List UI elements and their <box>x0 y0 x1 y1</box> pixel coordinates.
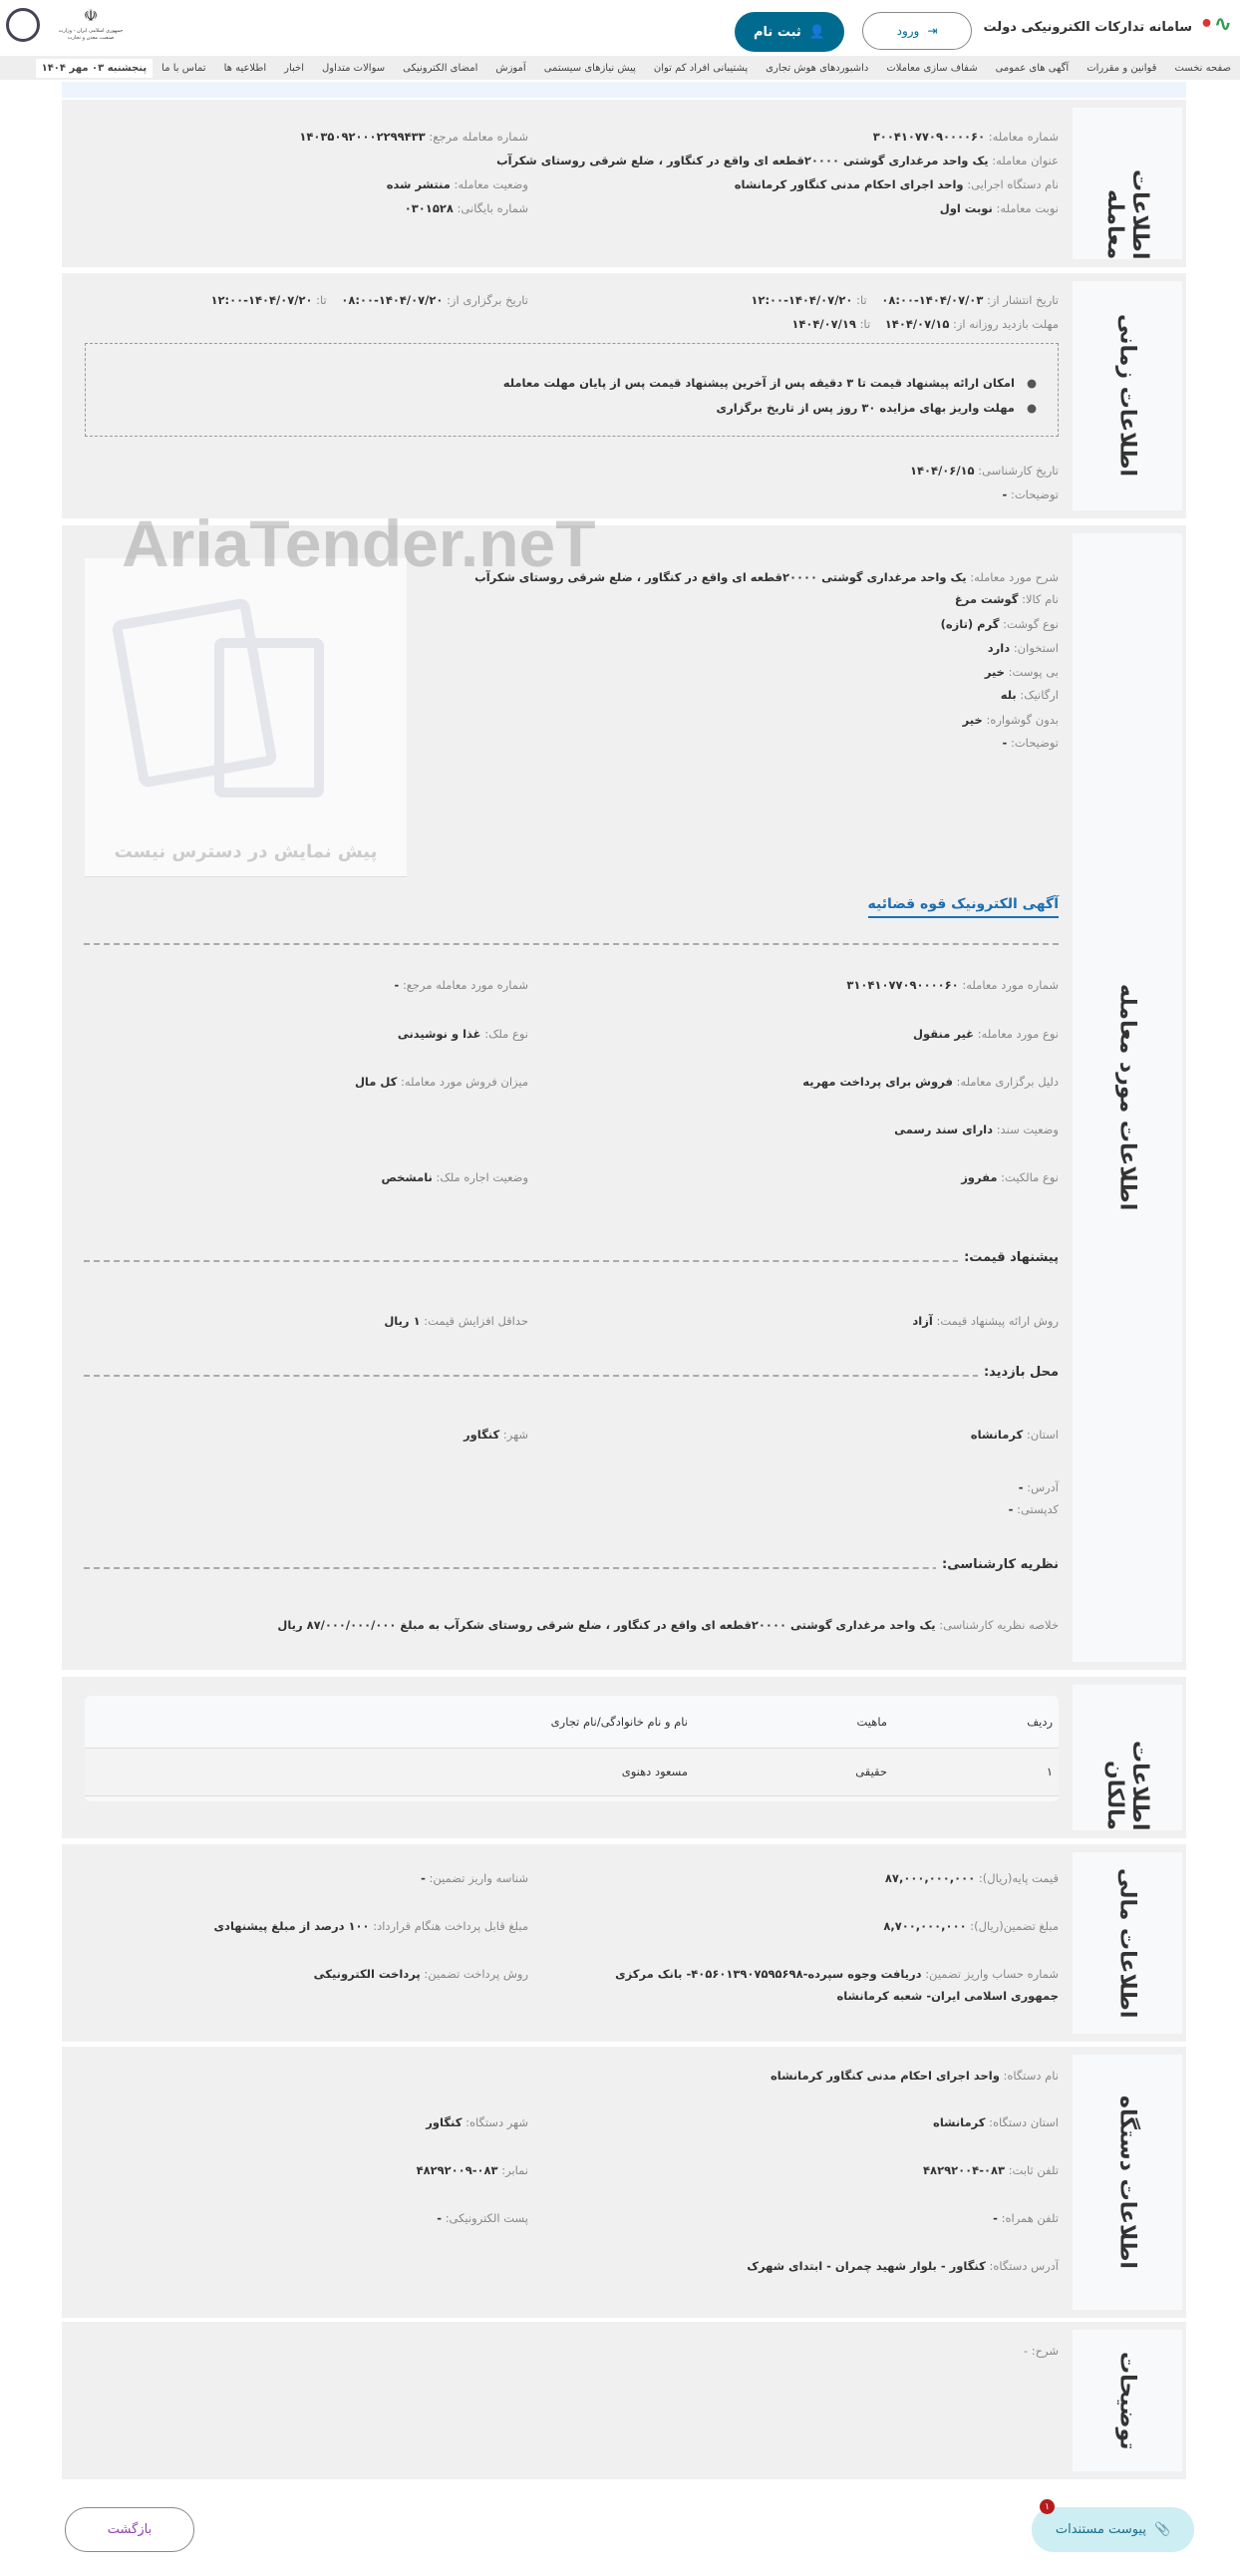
note-item: ● امکان ارائه پیشنهاد قیمت تا ۳ دقیقه پس از آخرین پیشنهاد قیمت پس از پایان مهلت معامله <box>502 376 1037 390</box>
field-label: تا: <box>316 293 327 307</box>
field-label: وضعیت سند: <box>996 1123 1059 1136</box>
field-label: شرح مورد معامله: <box>970 570 1059 584</box>
field-label: توضیحات: <box>1010 487 1059 501</box>
field-label: نوع گوشت: <box>1003 617 1059 631</box>
field-label: استان دستگاه: <box>989 2115 1059 2129</box>
nav-transparency[interactable]: شفاف سازی معاملات <box>886 62 978 74</box>
field-label: تا: <box>859 317 871 331</box>
gavel-icon <box>214 638 324 798</box>
field-label: شماره معامله مرجع: <box>429 130 528 144</box>
field-label: قیمت پایه(ریال): <box>978 1871 1059 1885</box>
field-label: بی پوست: <box>1008 665 1059 679</box>
field-value: اطلاعات مورد معامله <box>1114 984 1140 1211</box>
cell: حقیقی <box>855 1765 887 1778</box>
field-label: تاریخ انتشار از: <box>987 293 1059 307</box>
nav-news[interactable]: اخبار <box>284 62 304 74</box>
watermark: AriaTender.neT <box>122 506 596 580</box>
field-value: گوشت مرغ <box>954 592 1019 606</box>
field-base-price <box>885 1871 1059 1885</box>
field-item <box>941 617 1059 631</box>
field-account-cont <box>836 1989 1059 2003</box>
paperclip-icon: 📎 <box>1153 2522 1171 2537</box>
field-value: - <box>421 1871 426 1885</box>
field-item <box>955 592 1059 606</box>
field-value: یک واحد مرغداری گوشتی ۲۰۰۰۰قطعه ای واقع در کنگاور ، ضلع شرقی روستای شکرآب به مبلغ ۸۷/۰۰۰/۰۰۰/۰۰۰ ریال <box>277 1618 936 1632</box>
field-label: شهر دستگاه: <box>465 2115 528 2129</box>
field-label: روش ارائه پیشنهاد قیمت: <box>936 1314 1059 1328</box>
field-label: نوبت معامله: <box>996 201 1059 215</box>
field-item <box>963 713 1059 727</box>
field-value: ۱۴۰۴/۰۷/۰۳-۰۸:۰۰ <box>881 293 984 307</box>
field-value: کنگاور <box>464 1428 500 1442</box>
field-hold <box>210 293 528 307</box>
field-visit <box>791 317 1059 331</box>
field-guarantee-id <box>421 1871 528 1885</box>
section-label <box>1073 1685 1182 1830</box>
preview-image[interactable] <box>85 558 407 877</box>
nav-esignature[interactable]: امضای الکترونیکی <box>403 62 478 74</box>
field-value: ۱۴۰۴/۰۷/۱۹ <box>791 317 856 331</box>
nav-public-ads[interactable]: آگهی های عمومی <box>995 62 1070 74</box>
field-label: شناسه واریز تضمین: <box>429 1871 528 1885</box>
field-value: فروش برای پرداخت مهریه <box>802 1075 953 1089</box>
field-value: کنگاور <box>426 2115 463 2129</box>
divider <box>84 943 1059 945</box>
field-label: حداقل افزایش قیمت: <box>424 1314 528 1328</box>
field-label: ارگانیک: <box>1020 688 1059 702</box>
field-item-number <box>846 978 1059 992</box>
field-value: نوبت اول <box>939 201 993 215</box>
user-plus-icon: 👤 <box>808 24 825 40</box>
field-label: تاریخ کارشناسی: <box>978 464 1059 478</box>
field-label: تا: <box>856 293 867 307</box>
bid-heading: پیشنهاد قیمت: <box>958 1250 1059 1265</box>
site-logo[interactable]: ∿• <box>1199 12 1232 37</box>
field-value: غذا و نوشیدنی <box>397 1027 481 1041</box>
field-value: واحد اجرای احکام مدنی کنگاور کرمانشاه <box>771 2069 1000 2083</box>
field-item-ref <box>395 978 529 992</box>
divider <box>84 1375 1059 1377</box>
field-label: شرح: <box>1031 2344 1059 2358</box>
field-email <box>437 2211 528 2225</box>
field-value: آزاد <box>912 1314 933 1328</box>
field-value: کنگاور - بلوار شهید چمران - ابتدای شهرک <box>747 2259 986 2273</box>
col-type: ماهیت <box>856 1715 887 1729</box>
field-org-city <box>426 2115 528 2129</box>
field-label: نوع ملک: <box>484 1027 528 1041</box>
field-label: وضعیت معامله: <box>454 177 528 191</box>
header <box>0 0 1240 55</box>
field-value: غیر منقول <box>913 1027 975 1041</box>
attachments-button[interactable]: 📎 پیوست مستندات ۱ <box>1032 2507 1194 2552</box>
field-label: دلیل برگزاری معامله: <box>956 1075 1059 1089</box>
field-value: اطلاعات مالکان <box>1102 1740 1152 1830</box>
field-value: ۱۴۰۴/۰۷/۲۰-۱۲:۰۰ <box>751 293 853 307</box>
field-guarantee <box>883 1919 1059 1933</box>
judiciary-ad-link[interactable]: آگهی الکترونیک قوه قضائیه <box>868 896 1060 918</box>
field-label: نوع مالکیت: <box>1001 1170 1059 1184</box>
login-button[interactable]: ⇥ ورود <box>862 12 972 50</box>
field-org-name <box>771 2069 1059 2083</box>
field-value: ۰۸۳-۴۸۲۹۲۰۰۴ <box>923 2163 1006 2177</box>
field-value: یک واحد مرغداری گوشتی ۲۰۰۰۰قطعه ای واقع در کنگاور ، ضلع شرقی روستای شکرآب <box>496 154 989 167</box>
field-property-type <box>398 1027 528 1041</box>
section-label <box>1073 281 1182 510</box>
field-value: اطلاعات مالی <box>1114 1867 1140 2019</box>
field-label: مبلغ قابل پرداخت هنگام قرارداد: <box>373 1919 528 1933</box>
field-value: ۱۴۰۴/۰۷/۲۰-۰۸:۰۰ <box>341 293 444 307</box>
table-header <box>85 1696 1059 1749</box>
field-value: مفروز <box>961 1170 998 1184</box>
section-label <box>1073 533 1182 1662</box>
field-label: تلفن همراه: <box>1001 2211 1059 2225</box>
nav-prerequisites[interactable]: پیش نیازهای سیستمی <box>543 62 636 74</box>
field-label: نام دستگاه: <box>1003 2069 1059 2083</box>
field-item <box>474 570 1059 584</box>
field-org <box>735 177 1059 191</box>
nav-dashboards[interactable]: داشبوردهای هوش تجاری <box>766 62 869 74</box>
field-value: کل مال <box>354 1075 398 1089</box>
field-value: اطلاعات دستگاه <box>1114 2095 1140 2269</box>
field-sale-amount <box>355 1075 528 1089</box>
section-org <box>62 2047 1186 2318</box>
field-value: خیر <box>962 713 983 727</box>
field-value: ۱۴۰۴/۰۷/۱۵ <box>884 317 950 331</box>
field-desc <box>1003 487 1059 501</box>
field-label: شماره مورد معامله مرجع: <box>402 978 528 992</box>
field-label: توضیحات: <box>1010 736 1059 750</box>
field-subject <box>496 154 1059 167</box>
field-value: ۱۴۰۴/۰۷/۲۰-۱۲:۰۰ <box>210 293 313 307</box>
field-item <box>985 665 1059 679</box>
field-value: توضیحات <box>1114 2351 1140 2450</box>
field-value: ۱۰۰ درصد از مبلغ پیشنهادی <box>213 1919 370 1933</box>
current-date: پنجشنبه ۰۳ مهر ۱۴۰۴ <box>36 59 154 78</box>
field-value: بله <box>1000 688 1017 702</box>
field-value: - <box>1002 736 1008 750</box>
table-row <box>85 1749 1059 1796</box>
section-owners <box>62 1677 1186 1838</box>
field-label: بدون گوشواره: <box>986 713 1059 727</box>
field-label: شماره مورد معامله: <box>962 978 1059 992</box>
field-label: عنوان معامله: <box>992 154 1059 167</box>
field-value: ۸۷,۰۰۰,۰۰۰,۰۰۰ <box>884 1871 976 1885</box>
owners-table <box>85 1696 1059 1801</box>
field-item <box>988 641 1059 655</box>
field-item-type <box>913 1027 1059 1041</box>
field-label: آدرس: <box>1027 1480 1059 1494</box>
field-label: میزان فروش مورد معامله: <box>400 1075 528 1089</box>
section-time-info <box>62 273 1186 518</box>
field-value: - <box>993 2211 998 2225</box>
field-label: شماره معامله: <box>988 130 1059 144</box>
field-fax <box>417 2163 528 2177</box>
field-label: نوع مورد معامله: <box>977 1027 1059 1041</box>
field-value: ۰۸۳-۴۸۲۹۲۰۰۹ <box>416 2163 498 2177</box>
field-lease <box>381 1170 528 1184</box>
field-min-increase <box>384 1314 528 1328</box>
field-label: پست الکترونیکی: <box>445 2211 528 2225</box>
field-status <box>387 177 528 191</box>
field-city <box>464 1428 528 1442</box>
field-description <box>1024 2344 1059 2358</box>
field-postcode <box>1009 1502 1059 1516</box>
nav-accessibility[interactable]: پشتیبانی افراد کم توان <box>653 62 749 74</box>
section-deal-info <box>62 100 1186 267</box>
field-label: مبلغ تضمین(ریال): <box>970 1919 1059 1933</box>
top-strip <box>62 82 1186 98</box>
field-label: استان: <box>1026 1428 1059 1442</box>
field-label: روش پرداخت تضمین: <box>424 1967 528 1981</box>
visit-heading: محل بازدید: <box>978 1365 1059 1380</box>
note-item: ● مهلت واریز بهای مزایده ۳۰ روز پس از تاریخ برگزاری <box>716 401 1037 415</box>
field-label: شماره حساب واریز تضمین: <box>925 1967 1059 1981</box>
nav-home[interactable]: صفحه نخست <box>1174 62 1231 74</box>
site-title[interactable]: سامانه تدارکات الکترونیکی دولت <box>983 20 1192 35</box>
field-value: منتشر شده <box>386 177 451 191</box>
nav-training[interactable]: آموزش <box>495 62 526 74</box>
field-guarantee-method <box>314 1967 528 1981</box>
field-value: پرداخت الکترونیکی <box>313 1967 421 1981</box>
field-label: تاریخ برگزاری از: <box>447 293 528 307</box>
field-org-province <box>933 2115 1059 2129</box>
field-ownership <box>961 1170 1059 1184</box>
field-item <box>1003 736 1059 750</box>
field-label: شماره بایگانی: <box>457 201 528 215</box>
col-name: نام و نام خانوادگی/نام تجاری <box>550 1715 688 1729</box>
notes-box <box>85 343 1059 437</box>
field-item <box>1001 688 1059 702</box>
field-value: واحد اجرای احکام مدنی کنگاور کرمانشاه <box>734 177 964 191</box>
field-deal-number <box>873 130 1059 144</box>
col-row: ردیف <box>1027 1715 1053 1729</box>
field-value: مهلت واریز بهای مزایده ۳۰ روز پس از تاریخ برگزاری <box>716 401 1015 415</box>
field-value: ۱۴۰۳۵۰۹۲۰۰۰۲۲۹۹۴۳۳ <box>299 130 426 144</box>
ministry-logo-text: جمهوری اسلامی ایران - وزارت صنعت، معدن و تجارت <box>58 28 124 41</box>
field-value: - <box>1002 487 1008 501</box>
section-label <box>1073 2055 1182 2310</box>
divider <box>84 1260 1059 1262</box>
cell: ۱ <box>1046 1765 1053 1778</box>
field-value: ۳۱۰۴۱۰۷۷۰۹۰۰۰۰۶۰ <box>846 978 959 992</box>
field-label: آدرس دستگاه: <box>989 2259 1059 2273</box>
field-value: - <box>437 2211 443 2225</box>
field-label: نام دستگاه اجرایی: <box>967 177 1059 191</box>
field-label: وضعیت اجاره ملک: <box>436 1170 528 1184</box>
field-ref-number <box>299 130 528 144</box>
field-publish <box>751 293 1059 307</box>
register-button[interactable]: 👤 ثبت نام <box>735 12 844 52</box>
field-label: تلفن ثابت: <box>1008 2163 1059 2177</box>
field-value: ۱ ریال <box>384 1314 421 1328</box>
field-address <box>1019 1480 1059 1494</box>
field-bid-method <box>912 1314 1059 1328</box>
main-nav <box>0 56 1240 80</box>
section-description <box>62 2322 1186 2479</box>
field-reason <box>802 1075 1059 1089</box>
preview-unavailable-text: پیش نمایش در دسترس نیست <box>114 841 378 862</box>
field-value: دریافت وجوه سپرده-۴۰۵۶۰۱۳۹۰۷۵۹۵۶۹۸- بانک مرکزی <box>615 1967 922 1981</box>
field-value: کرمانشاه <box>933 2115 986 2129</box>
ministry-logo: ☫ جمهوری اسلامی ایران - وزارت صنعت، معدن و تجارت <box>56 6 126 52</box>
back-button[interactable]: بازگشت <box>65 2507 194 2552</box>
field-label: نمابر: <box>501 2163 528 2177</box>
cell: مسعود دهنوی <box>621 1765 688 1778</box>
field-value: ۸,۷۰۰,۰۰۰,۰۰۰ <box>883 1919 967 1933</box>
field-value: ۱۴۰۴/۰۶/۱۵ <box>910 464 975 478</box>
field-archive <box>405 201 528 215</box>
divider <box>84 1567 1059 1569</box>
field-value: امکان ارائه پیشنهاد قیمت تا ۳ دقیقه پس از آخرین پیشنهاد قیمت پس از پایان مهلت معامله <box>502 376 1015 390</box>
field-value: یک واحد مرغداری گوشتی ۲۰۰۰۰قطعه ای واقع در کنگاور ، ضلع شرقی روستای شکرآب <box>474 570 967 584</box>
field-label: مهلت بازدید روزانه از: <box>953 317 1059 331</box>
partner-logo <box>6 8 40 42</box>
field-value: اطلاعات زمانی <box>1114 314 1140 478</box>
field-label: شهر: <box>502 1428 528 1442</box>
opinion-heading: نظریه کارشناسی: <box>936 1557 1059 1572</box>
field-phone <box>923 2163 1059 2177</box>
field-deed <box>894 1123 1059 1136</box>
nav-contact[interactable]: تماس با ما <box>161 62 206 74</box>
attachment-count-badge: ۱ <box>1040 2499 1055 2514</box>
field-label: کدپستی: <box>1017 1502 1059 1516</box>
section-label <box>1073 2330 1182 2471</box>
field-mobile <box>993 2211 1059 2225</box>
field-value: - <box>1018 1480 1024 1494</box>
field-value: گرم (تازه) <box>940 617 1000 631</box>
field-value: نامشخص <box>381 1170 433 1184</box>
field-value: دارای سند رسمی <box>894 1123 994 1136</box>
field-value: کرمانشاه <box>970 1428 1024 1442</box>
nav-laws[interactable]: قوانین و مقررات <box>1086 62 1157 74</box>
field-label: خلاصه نظریه کارشناسی: <box>939 1618 1059 1632</box>
section-label <box>1073 1852 1182 2034</box>
field-label: - <box>1023 2344 1029 2358</box>
field-label: نام کالا: <box>1022 592 1059 606</box>
field-value: - <box>1008 1502 1014 1516</box>
nav-faq[interactable]: سوالات متداول <box>322 62 386 74</box>
field-account <box>615 1967 1059 1981</box>
nav-announcements[interactable]: اطلاعیه ها <box>223 62 267 74</box>
field-turn <box>940 201 1059 215</box>
section-financial <box>62 1844 1186 2042</box>
section-item-info <box>62 506 1186 1670</box>
field-org-address <box>747 2259 1059 2273</box>
field-expert-date <box>910 464 1059 478</box>
field-opinion <box>277 1618 1059 1632</box>
field-value: ۳۰۰۴۱۰۷۷۰۹۰۰۰۰۶۰ <box>872 130 986 144</box>
field-value: دارد <box>987 641 1011 655</box>
section-label: اطلاعات معامله <box>1073 108 1182 259</box>
field-label: استخوان: <box>1013 641 1059 655</box>
field-contract-pay <box>214 1919 528 1933</box>
field-value: ۰۳۰۱۵۲۸ <box>404 201 454 215</box>
field-province <box>971 1428 1059 1442</box>
field-value: - <box>394 978 400 992</box>
field-value: جمهوری اسلامی ایران- شعبه کرمانشاه <box>836 1989 1059 2003</box>
field-value: خیر <box>984 665 1005 679</box>
login-icon: ⇥ <box>927 24 938 38</box>
